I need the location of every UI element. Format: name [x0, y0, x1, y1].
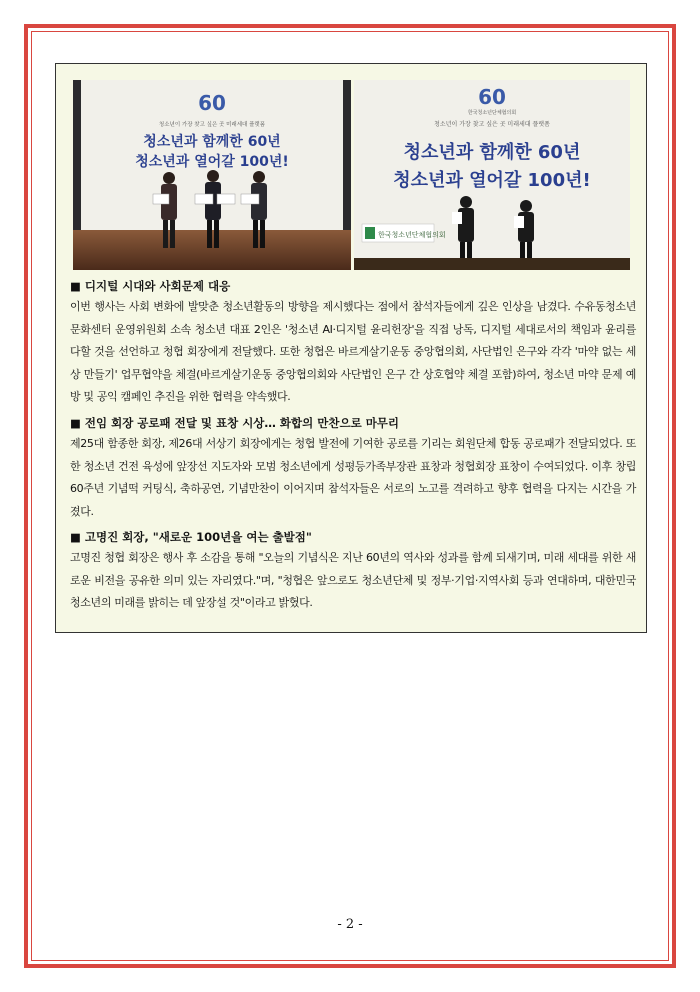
section-body: 고명진 청협 회장은 행사 후 소감을 통해 "오늘의 기념식은 지난 60년의 역사와 성과를 함께 되새기며, 미래 세대를 위한 새로운 비전을 공유한 의미 있는 자리였다."며, "청협은 앞으로도 청소년단체 및 정부·기업·지역사회 등과 연대하며, 대한민국 청소년의 미래를 밝히는 데 앞장설 것"이라고 밝혔다.	[70, 551, 636, 609]
section-body: 이번 행사는 사회 변화에 발맞춘 청소년활동의 방향을 제시했다는 점에서 참석자들에게 깊은 인상을 남겼다. 수유동청소년문화센터 운영위원회 소속 청소년 대표 2인은 '청소년 AI·디지털 윤리헌장'을 직접 낭독, 디지털 세대로서의 책임과 윤리를 다할 것을 선언하고 청협 회장에게 전달했다. 또한 청협은 바르게살기운동 중앙협의회, 사단법인 은구와 각각 '마약 없는 세상 만들기' 업무협약을 체결(바르게살기운동 중앙협의회와 사단법인 은구 간 상호협약 체결 포함)하여, 청소년 마약 문제 예방 및 공익 캠페인 추진을 위한 협력을 약속했다.	[70, 300, 636, 403]
sixty-logo	[478, 85, 506, 109]
section-heading: ■ 전임 회장 공로패 전달 및 표창 시상… 화합의 만찬으로 마무리	[70, 416, 400, 430]
section-digital-era	[70, 278, 636, 409]
section-heading: ■ 디지털 시대와 사회문제 대응	[70, 279, 231, 293]
svg-text:청소년이 가장 찾고 싶은 곳 미래세대 플랫폼: 청소년이 가장 찾고 싶은 곳 미래세대 플랫폼	[158, 122, 266, 128]
section-plaque-awards	[70, 415, 636, 523]
svg-text:한국청소년단체협의회: 한국청소년단체협의회	[378, 231, 446, 239]
svg-text:청소년과 함께한 60년: 청소년과 함께한 60년	[403, 142, 581, 163]
svg-text:60: 60	[198, 91, 226, 115]
svg-text:청소년과 열어갈 100년!: 청소년과 열어갈 100년!	[135, 154, 289, 170]
article-content-box	[55, 63, 647, 633]
event-photo-charter-reading	[354, 80, 630, 270]
page-number: - 2 -	[337, 917, 363, 932]
section-heading: ■ 고명진 회장, "새로운 100년을 여는 출발점"	[70, 530, 312, 544]
svg-text:한국청소년단체협의회: 한국청소년단체협의회	[467, 110, 517, 116]
svg-text:청소년이 가장 찾고 싶은 곳 미래세대 플랫폼: 청소년이 가장 찾고 싶은 곳 미래세대 플랫폼	[434, 121, 550, 128]
svg-text:청소년과 열어갈 100년!: 청소년과 열어갈 100년!	[393, 170, 591, 191]
section-body: 제25대 함종한 회장, 제26대 서상기 회장에게는 청협 발전에 기여한 공로를 기리는 회원단체 합동 공로패가 전달되었다. 또한 청소년 건전 육성에 앞장선 지도자와 모범 청소년에게 성평등가족부장관 표창과 청협회장 표창이 수여되었다. 이후 창립 60주년 기념떡 커팅식, 축하공연, 기념만찬이 이어지며 참석자들은 서로의 노고를 격려하고 향후 협력을 다지는 시간을 가졌다.	[70, 437, 636, 518]
svg-text:60: 60	[478, 85, 506, 109]
sixty-logo	[198, 91, 226, 115]
section-president-remarks	[70, 529, 636, 615]
event-photo-award	[73, 80, 351, 270]
org-podium-sign	[362, 224, 446, 242]
svg-text:청소년과 함께한 60년: 청소년과 함께한 60년	[143, 134, 281, 150]
